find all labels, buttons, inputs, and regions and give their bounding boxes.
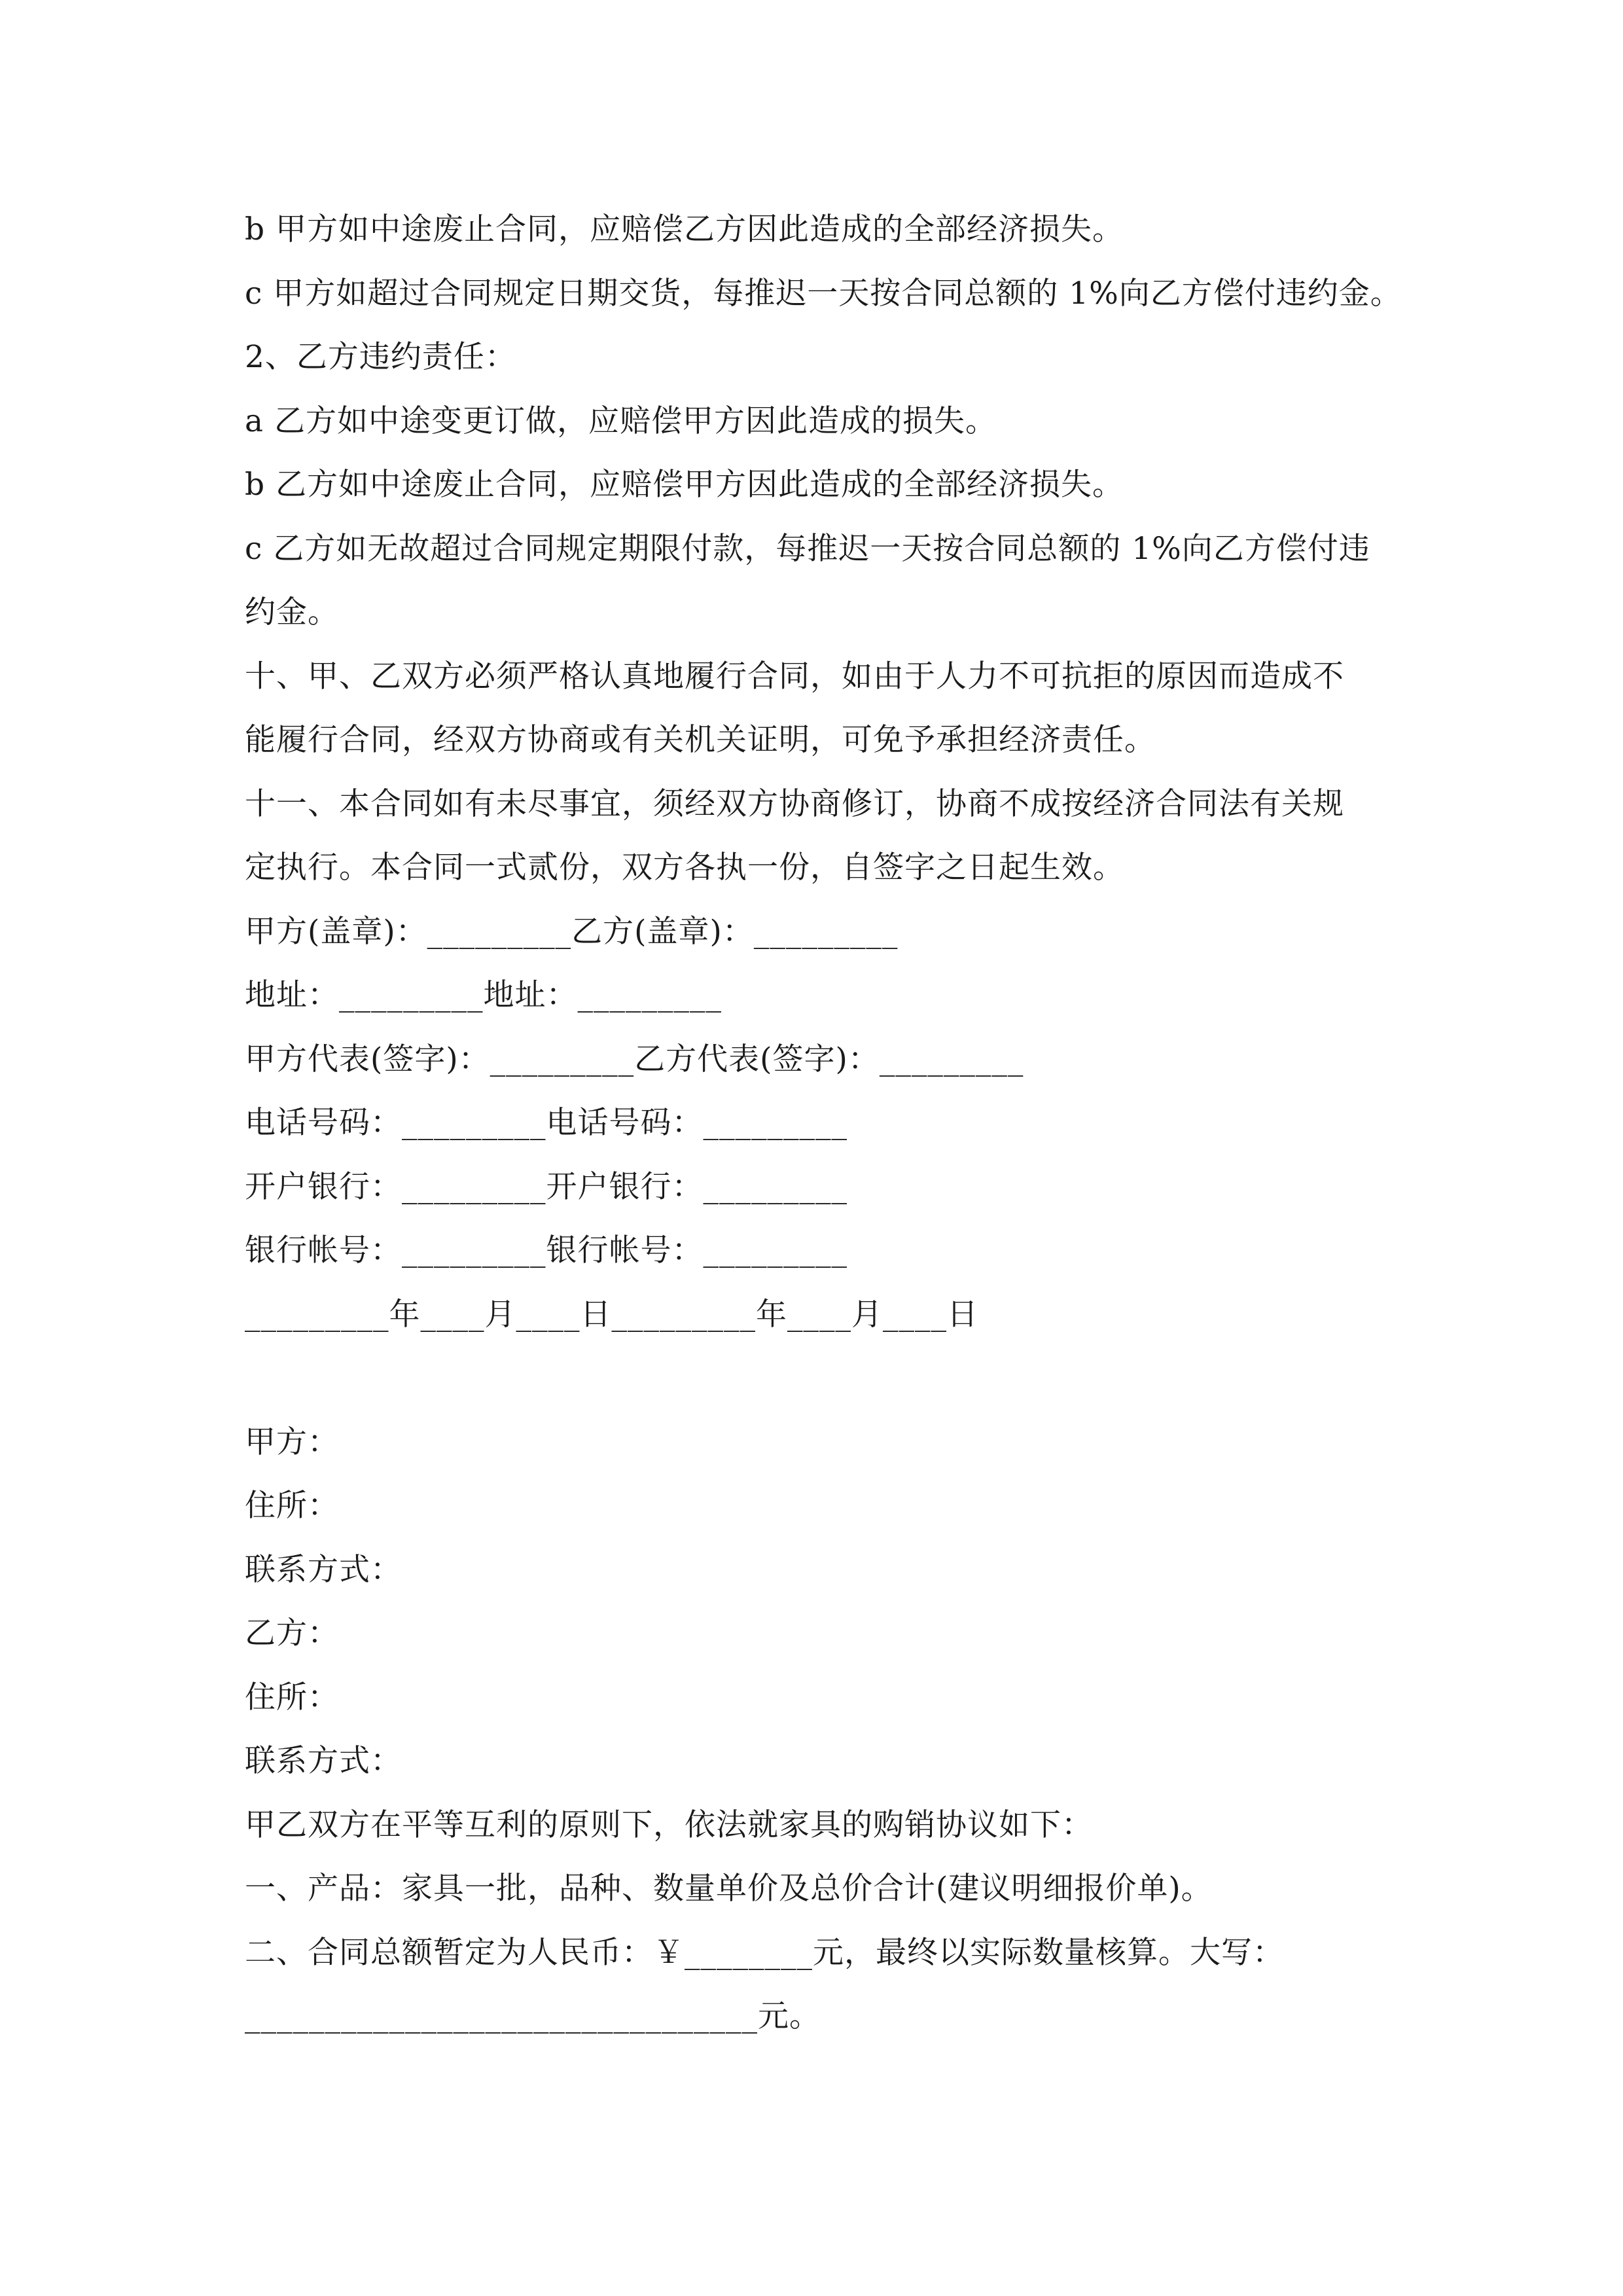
- clause-a-b-line: b 甲方如中途废止合同，应赔偿乙方因此造成的全部经济损失。: [245, 211, 1124, 247]
- clause-2-heading: 2、乙方违约责任：: [245, 339, 516, 375]
- clause-b-c-line: c 乙方如无故超过合同规定期限付款，每推迟一天按合同总额的 1%向乙方偿付违: [245, 530, 1370, 567]
- party-a-label: 甲方：: [245, 1424, 339, 1460]
- party-b-contact: 联系方式：: [245, 1743, 402, 1779]
- address-line: 地址：_________地址：_________: [245, 977, 722, 1013]
- seal-line: 甲方(盖章)：_________乙方(盖章)：_________: [245, 913, 899, 950]
- clause-10-line-1: 十、甲、乙双方必须严格认真地履行合同，如由于人力不可抗拒的原因而造成不: [245, 658, 1344, 694]
- clause-b-c-line-cont: 约金。: [245, 594, 339, 630]
- blank-gap: [245, 1346, 1423, 1410]
- clause-2-amount-cont: ________________________________元。: [245, 1998, 821, 2034]
- clause-b-b-line: b 乙方如中途废止合同，应赔偿甲方因此造成的全部经济损失。: [245, 467, 1124, 503]
- account-line: 银行帐号：_________银行帐号：_________: [245, 1232, 847, 1268]
- bank-line: 开户银行：_________开户银行：_________: [245, 1168, 847, 1205]
- clause-a-c-line: c 甲方如超过合同规定日期交货，每推迟一天按合同总额的 1%向乙方偿付违约金。: [245, 275, 1402, 312]
- clause-11-line-1: 十一、本合同如有未尽事宜，须经双方协商修订，协商不成按经济合同法有关规: [245, 785, 1344, 822]
- contract-text: [245, 198, 1423, 2049]
- representative-line: 甲方代表(签字)：_________乙方代表(签字)：_________: [245, 1041, 1024, 1077]
- clause-1-product: 一、产品：家具一批，品种、数量单价及总价合计(建议明细报价单)。: [245, 1871, 1213, 1907]
- phone-line: 电话号码：_________电话号码：_________: [245, 1105, 847, 1141]
- clause-2-amount: 二、合同总额暂定为人民币：￥________元，最终以实际数量核算。大写：: [245, 1934, 1284, 1971]
- clause-b-a-line: a 乙方如中途变更订做，应赔偿甲方因此造成的损失。: [245, 403, 997, 439]
- party-b-label: 乙方：: [245, 1615, 339, 1651]
- party-a-residence: 住所：: [245, 1488, 339, 1524]
- party-b-residence: 住所：: [245, 1679, 339, 1715]
- date-line: _________年____月____日_________年____月____日: [245, 1296, 978, 1333]
- preamble-line: 甲乙双方在平等互利的原则下，依法就家具的购销协议如下：: [245, 1806, 1093, 1843]
- party-a-contact: 联系方式：: [245, 1551, 402, 1588]
- clause-11-line-2: 定执行。本合同一式贰份，双方各执一份，自签字之日起生效。: [245, 850, 1124, 886]
- clause-10-line-2: 能履行合同，经双方协商或有关机关证明，可免予承担经济责任。: [245, 722, 1156, 758]
